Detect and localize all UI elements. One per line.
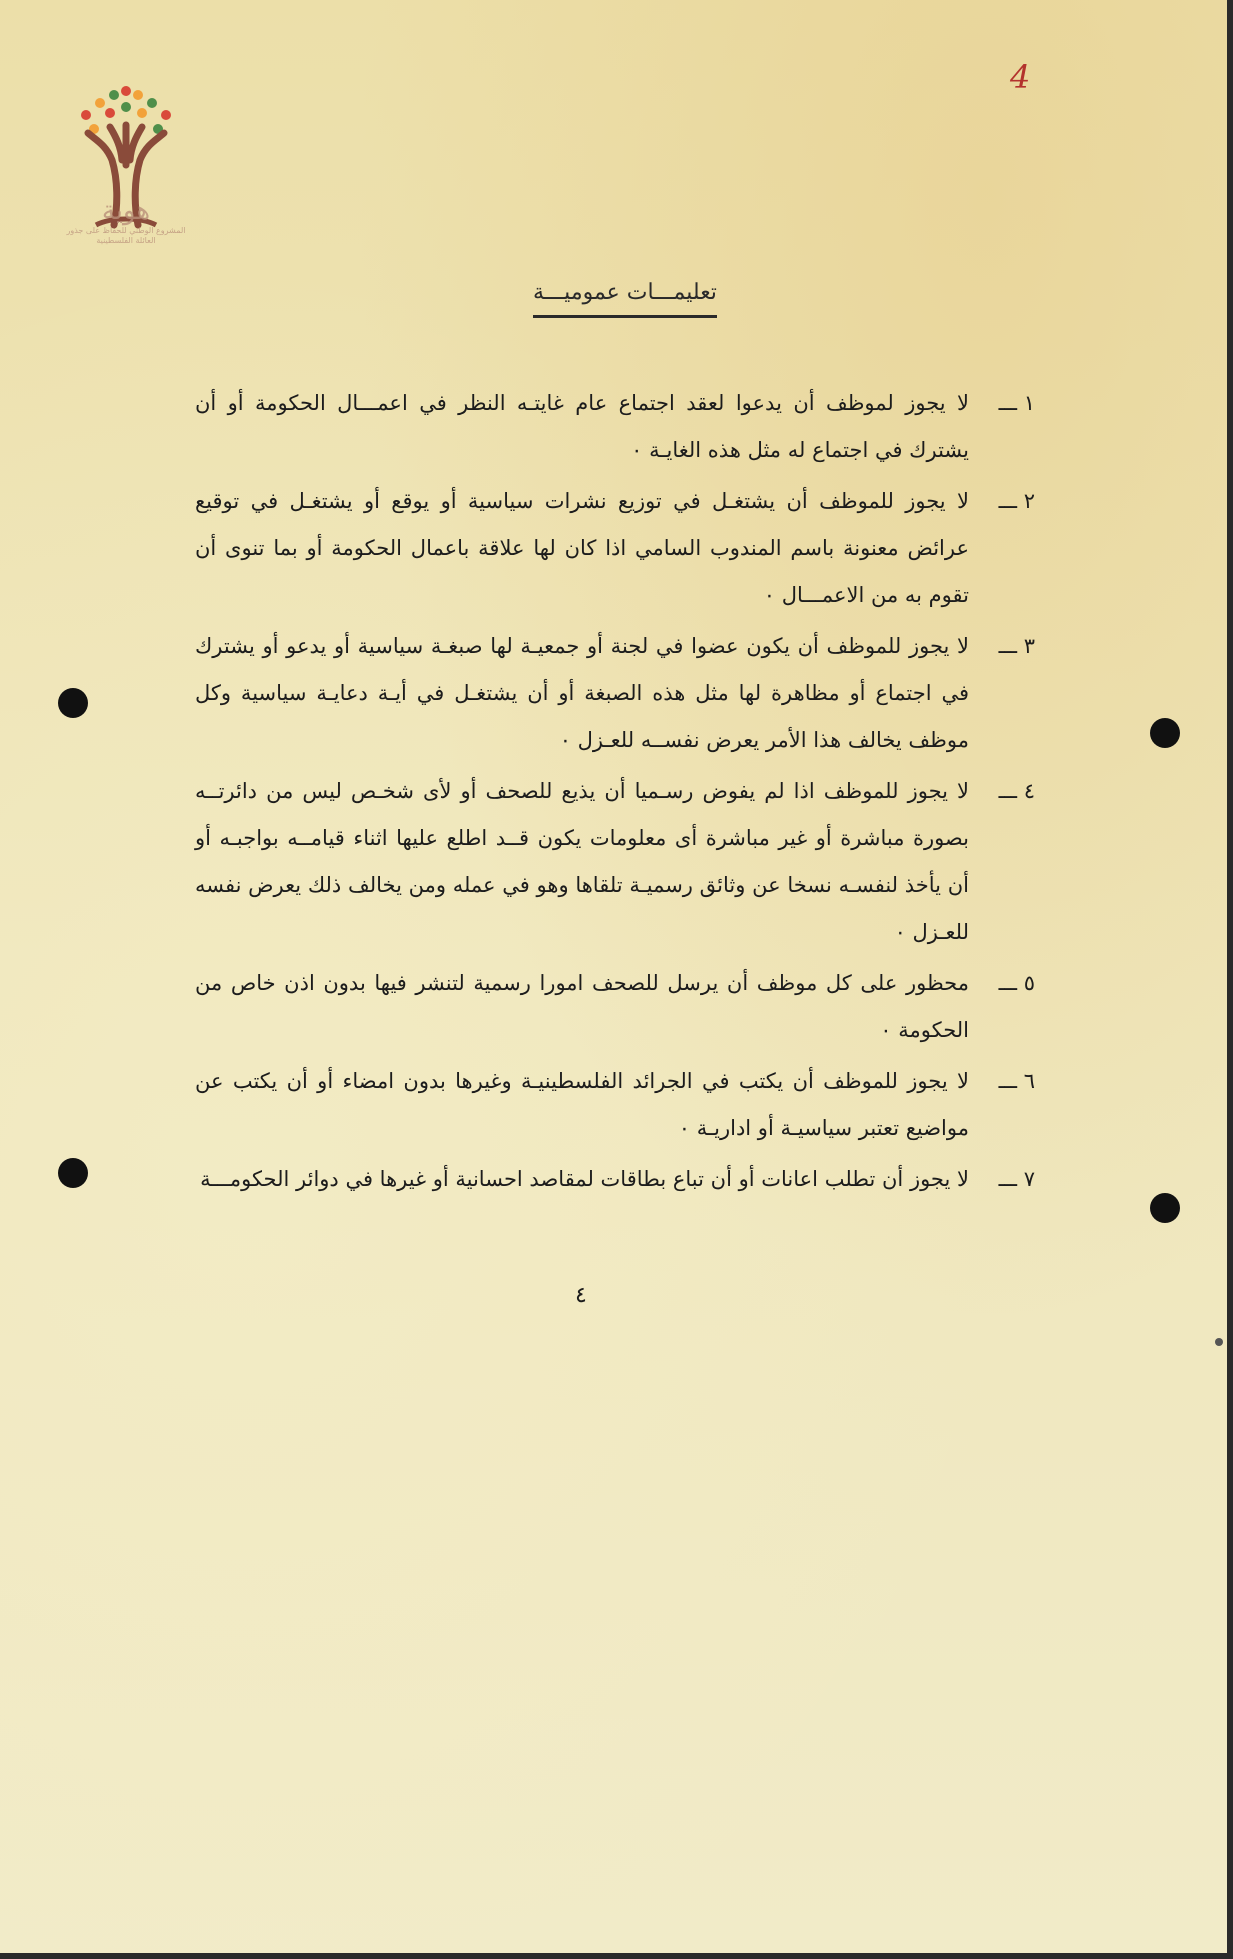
punch-hole — [58, 1158, 88, 1188]
list-item — [195, 380, 1035, 474]
list-item — [195, 1156, 1035, 1203]
punch-hole — [1150, 718, 1180, 748]
item-number: ٦ ـــ — [998, 1069, 1035, 1093]
logo-figure — [105, 108, 115, 118]
item-text: لا يجوز للموظف أن يكون عضوا في لجنة أو جمعيـة لها صبغـة سياسية أو يدعو أو يشترك في اجتماع أو مظاهرة لها مثل هذه الصبغة أو أن يشتغـل في أيـة دعايـة سياسية وكل موظف يخالف هذا الأمر يعرض نفســه للعـزل ٠ — [195, 634, 969, 752]
item-text: لا يجوز لموظف أن يدعوا لعقد اجتماع عام غايتـه النظر في اعمـــال الحكومة أو أن يشترك في اجتماع له مثل هذه الغايـة ٠ — [195, 391, 969, 462]
list-item — [195, 960, 1035, 1054]
logo-figure — [161, 110, 171, 120]
item-number: ٥ ـــ — [998, 971, 1035, 995]
logo-text — [60, 196, 192, 246]
logo-figure — [121, 86, 131, 96]
page-number: 4 — [1010, 58, 1031, 96]
logo-figure — [81, 110, 91, 120]
logo-tagline: المشروع الوطني للحفاظ على جذور العائلة الفلسطينية — [66, 226, 186, 245]
item-text: لا يجوز للموظف أن يشتغـل في توزيع نشرات سياسية أو يوقع أو يشتغـل في توقيع عرائض معنونة باسم المندوب السامي اذا كان لها علاقة باعمال الحكومة أو بما تنوى أن تقوم به من الاعمـــال ٠ — [195, 489, 969, 607]
logo-figure — [137, 108, 147, 118]
scan-edge-right — [1227, 0, 1233, 1959]
list-item — [195, 1058, 1035, 1152]
punch-hole — [1150, 1193, 1180, 1223]
item-text: لا يجوز للموظف أن يكتب في الجرائد الفلسطينيـة وغيرها بدون امضاء أو أن يكتب عن مواضيع تعتبر سياسيـة أو اداريـة ٠ — [195, 1069, 969, 1140]
item-text: لا يجوز أن تطلب اعانات أو أن تباع بطاقات لمقاصد احسانية أو غيرها في دوائر الحكومـــة — [200, 1167, 969, 1191]
logo-figure — [147, 98, 157, 108]
list-item — [195, 478, 1035, 619]
item-number: ٣ ـــ — [998, 634, 1035, 658]
scan-edge-bottom — [0, 1953, 1233, 1959]
item-number: ١ ـــ — [998, 391, 1035, 415]
instructions-list — [195, 380, 1035, 1207]
footer-mark: ٤ — [575, 1283, 587, 1308]
item-number: ٧ ـــ — [998, 1167, 1035, 1191]
list-item — [195, 623, 1035, 764]
logo-figure — [95, 98, 105, 108]
item-text: لا يجوز للموظف اذا لم يفوض رسـميا أن يذيع للصحف أو لأى شخـص ليس من دائرتــه بصورة مباشرة أو غير مباشرة أى معلومات يكون قــد اطلع عليها اثناء قيامــه بواجبـه أو أن يأخذ لنفسـه نسخا عن وثائق رسميـة تلقاها وهو في عمله ومن يخالف ذلك يعرض نفسه للعـزل ٠ — [195, 779, 969, 944]
logo-name: هوية — [101, 196, 151, 226]
item-number: ٢ ـــ — [998, 489, 1035, 513]
speck — [1215, 1338, 1223, 1346]
punch-hole — [58, 688, 88, 718]
page-title: تعليمـــات عموميـــة — [533, 280, 717, 318]
logo-figure — [109, 90, 119, 100]
list-item — [195, 768, 1035, 956]
logo-figure — [121, 102, 131, 112]
logo-figure — [133, 90, 143, 100]
item-number: ٤ ـــ — [998, 779, 1035, 803]
item-text: محظور على كل موظف أن يرسل للصحف امورا رسمية لتنشر فيها بدون اذن خاص من الحكومة ٠ — [195, 971, 969, 1042]
